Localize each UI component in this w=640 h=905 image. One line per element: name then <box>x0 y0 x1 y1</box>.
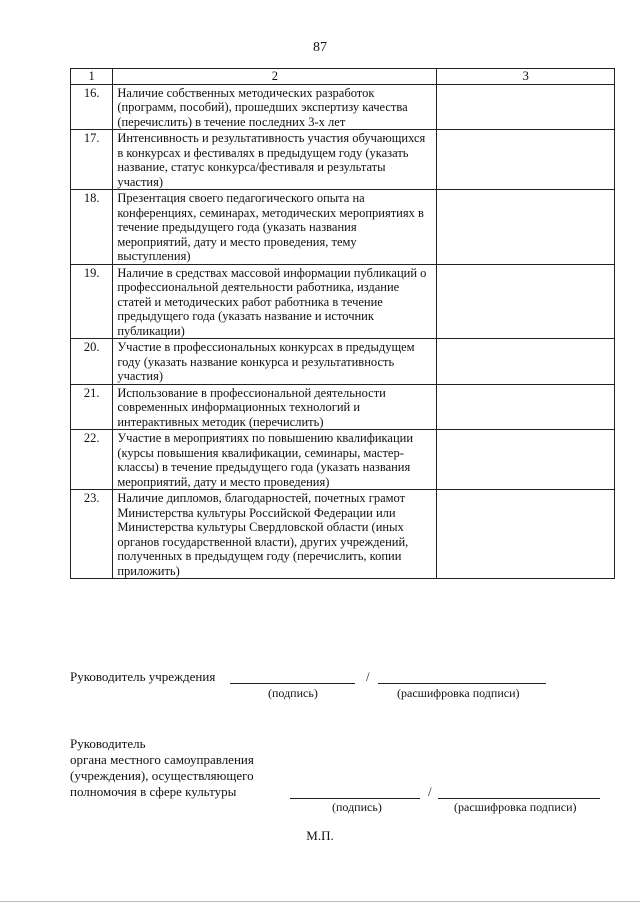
criterion-text: Участие в мероприятиях по повышению квалификации (курсы повышения квалификации, семинары, мастер-классы) в течение предыдущего года (указать названия мероприятий, дату и место проведения) <box>113 430 437 490</box>
criterion-text: Интенсивность и результативность участия обучающихся в конкурсах и фестивалях в предыдущем году (указать название, статус конкурса/фестиваля и результаты участия) <box>113 130 437 190</box>
criteria-table <box>70 68 615 579</box>
slash-separator: / <box>366 669 370 684</box>
page-number: 87 <box>313 40 327 55</box>
table-row <box>71 130 615 190</box>
value-cell[interactable] <box>437 430 615 490</box>
table-header-row <box>71 69 615 85</box>
value-cell[interactable] <box>437 130 615 190</box>
head-of-authority-label-line-4: полномочия в сфере культуры <box>70 784 237 799</box>
value-cell[interactable] <box>437 190 615 265</box>
column-header-2: 2 <box>113 69 437 85</box>
row-number: 16. <box>71 84 113 130</box>
criterion-text: Участие в профессиональных конкурсах в предыдущем году (указать название конкурса и результативность участия) <box>113 339 437 385</box>
head-of-institution-label: Руководитель учреждения <box>70 669 216 684</box>
criterion-text: Наличие в средствах массовой информации публикаций о профессиональной деятельности работника, издание статей и методических работ работника в течение предыдущего года (указать название и источник публикации) <box>113 264 437 339</box>
signature-caption: (подпись) <box>268 686 318 700</box>
value-cell[interactable] <box>437 384 615 430</box>
table-row <box>71 264 615 339</box>
value-cell[interactable] <box>437 339 615 385</box>
row-number: 18. <box>71 190 113 265</box>
signature-decode-caption-2: (расшифровка подписи) <box>454 800 577 814</box>
value-cell[interactable] <box>437 264 615 339</box>
criterion-text: Наличие собственных методических разработок (программ, пособий), прошедших экспертизу качества (перечислить) в течение последних 3-х лет <box>113 84 437 130</box>
slash-separator-2: / <box>428 784 432 799</box>
table-row <box>71 339 615 385</box>
value-cell[interactable] <box>437 84 615 130</box>
row-number: 20. <box>71 339 113 385</box>
row-number: 23. <box>71 490 113 579</box>
row-number: 19. <box>71 264 113 339</box>
signature-decode-line-2[interactable] <box>438 798 600 799</box>
table-row <box>71 84 615 130</box>
criterion-text: Использование в профессиональной деятельности современных информационных технологий и интерактивных методик (перечислить) <box>113 384 437 430</box>
head-of-authority-label-line-1: Руководитель <box>70 736 146 751</box>
column-header-3: 3 <box>437 69 615 85</box>
row-number: 22. <box>71 430 113 490</box>
criterion-text: Наличие дипломов, благодарностей, почетных грамот Министерства культуры Российской Федерации или Министерства культуры Свердловской области (иных органов государственной власти), других учреждений, полученных в предыдущем году (перечислить, копии приложить) <box>113 490 437 579</box>
table-row <box>71 490 615 579</box>
signature-caption-2: (подпись) <box>332 800 382 814</box>
stamp-place: М.П. <box>306 828 334 843</box>
signature-line-2[interactable] <box>290 798 420 799</box>
criterion-text: Презентация своего педагогического опыта на конференциях, семинарах, методических мероприятиях в течение предыдущего года (указать названия мероприятий, дату и место проведения, тему выступления) <box>113 190 437 265</box>
table-row <box>71 190 615 265</box>
table-row <box>71 384 615 430</box>
column-header-1: 1 <box>71 69 113 85</box>
signature-decode-line[interactable] <box>378 683 546 684</box>
table-row <box>71 430 615 490</box>
row-number: 21. <box>71 384 113 430</box>
value-cell[interactable] <box>437 490 615 579</box>
head-of-authority-label-line-3: (учреждения), осуществляющего <box>70 768 254 783</box>
page-bottom-edge <box>0 901 640 902</box>
signature-line[interactable] <box>230 683 355 684</box>
signature-decode-caption: (расшифровка подписи) <box>397 686 520 700</box>
head-of-authority-label-line-2: органа местного самоуправления <box>70 752 254 767</box>
row-number: 17. <box>71 130 113 190</box>
